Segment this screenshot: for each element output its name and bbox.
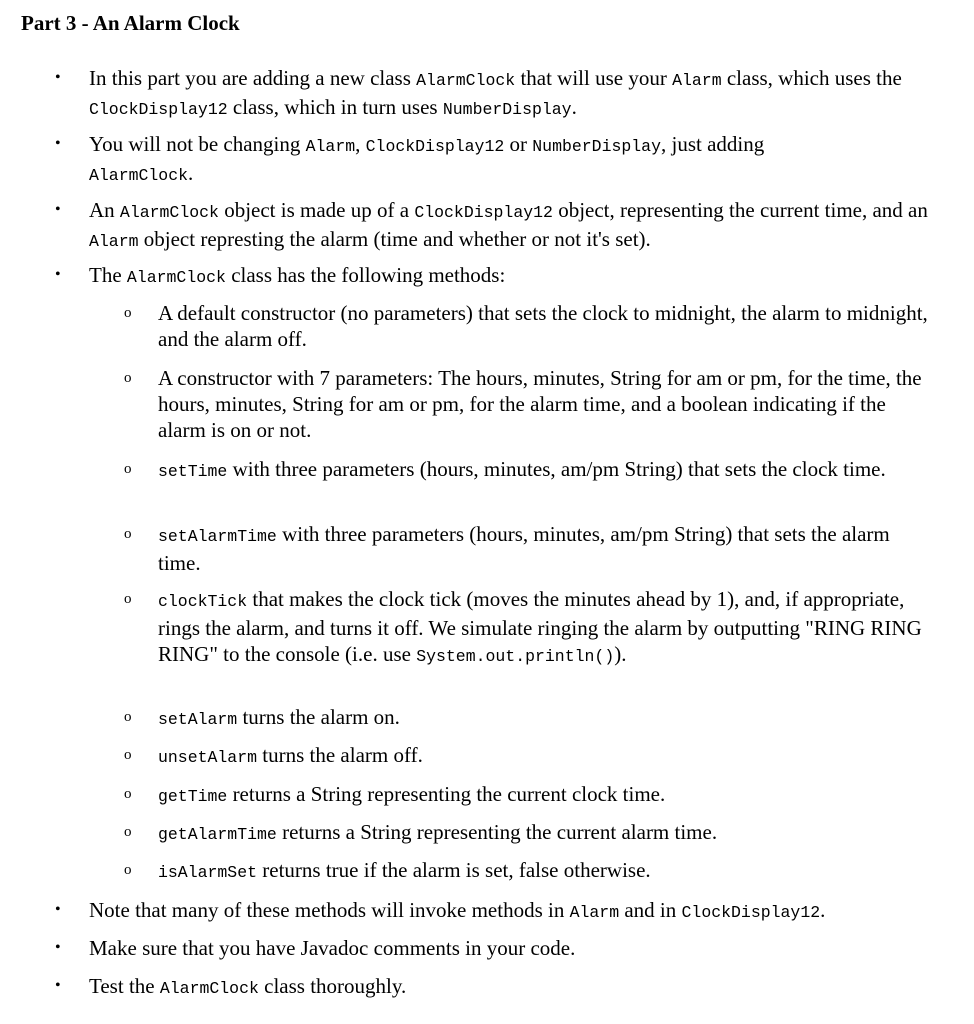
inline-code: AlarmClock — [159, 979, 259, 998]
inline-code: AlarmClock — [119, 203, 219, 222]
method-item-text: clockTick that makes the clock tick (moves the minutes ahead by 1), and, if appropriate, rings the alarm, and turns it off. We simulate ringing the alarm by outputting "RING RING RING" to the console (i.e. use System.out.println()). — [158, 587, 922, 666]
bullet-icon: • — [55, 69, 61, 86]
method-item-text: A constructor with 7 parameters: The hours, minutes, String for am or pm, for the time, the hours, minutes, String for am or pm, for the alarm time, and a boolean indicating if the alarm is on or not. — [158, 366, 922, 442]
method-item — [158, 781, 928, 810]
bullet-icon: • — [55, 939, 61, 956]
method-item-text: unsetAlarm turns the alarm off. — [158, 743, 423, 767]
sub-bullet-icon: o — [124, 747, 132, 763]
sub-bullet-icon: o — [124, 591, 132, 607]
method-item — [158, 742, 928, 771]
inline-code: isAlarmSet — [158, 863, 258, 882]
sub-bullet-icon: o — [124, 862, 132, 878]
inline-code: clockTick — [158, 592, 248, 611]
method-item-text: setTime with three parameters (hours, minutes, am/pm String) that sets the clock time. — [158, 457, 886, 481]
method-item-text: A default constructor (no parameters) that sets the clock to midnight, the alarm to midnight, and the alarm off. — [158, 301, 928, 351]
sub-bullet-icon: o — [124, 709, 132, 725]
method-item — [158, 456, 928, 485]
inline-code: NumberDisplay — [442, 100, 572, 119]
inline-code: AlarmClock — [89, 166, 189, 185]
bullet-icon: • — [55, 901, 61, 918]
list-item-text: An AlarmClock object is made up of a ClockDisplay12 object, representing the current time, and an Alarm object represting the alarm (time and whether or not it's set). — [89, 198, 928, 251]
inline-code: Alarm — [305, 137, 356, 156]
bullet-icon: • — [55, 266, 61, 283]
list-item-text: Test the AlarmClock class thoroughly. — [89, 974, 407, 998]
inline-code: Alarm — [89, 232, 139, 251]
sub-bullet-icon: o — [124, 786, 132, 802]
inline-code: AlarmClock — [416, 71, 516, 90]
sub-bullet-icon: o — [124, 305, 132, 321]
bullet-icon: • — [55, 201, 61, 218]
sub-bullet-icon: o — [124, 461, 132, 477]
sub-bullet-icon: o — [124, 370, 132, 386]
method-item — [158, 819, 928, 848]
method-item — [158, 857, 928, 886]
list-item — [89, 131, 869, 189]
list-item-text: Make sure that you have Javadoc comments in your code. — [89, 936, 576, 960]
method-item — [158, 704, 928, 733]
inline-code: Alarm — [569, 903, 620, 922]
list-item-text: The AlarmClock class has the following methods: — [89, 263, 506, 287]
method-item — [158, 300, 928, 352]
inline-code: setAlarm — [158, 710, 238, 729]
inline-code: ClockDisplay12 — [365, 137, 505, 156]
list-item-text: You will not be changing Alarm, ClockDisplay12 or NumberDisplay, just adding AlarmClock. — [89, 132, 765, 185]
inline-code: getAlarmTime — [158, 825, 277, 844]
inline-code: getTime — [158, 787, 228, 806]
inline-code: setAlarmTime — [158, 527, 277, 546]
inline-code: Alarm — [672, 71, 722, 90]
inline-code: NumberDisplay — [532, 137, 661, 156]
bullet-icon: • — [55, 977, 61, 994]
list-item — [89, 65, 929, 123]
sub-bullet-icon: o — [124, 526, 132, 542]
inline-code: ClockDisplay12 — [681, 903, 821, 922]
list-item — [89, 197, 929, 255]
inline-code: AlarmClock — [126, 268, 226, 287]
inline-code: unsetAlarm — [158, 748, 258, 767]
list-item-text: In this part you are adding a new class AlarmClock that will use your Alarm class, which uses the ClockDisplay12 class, which in turn uses NumberDisplay. — [89, 66, 902, 119]
method-item — [158, 586, 928, 670]
method-item-text: getAlarmTime returns a String representing the current alarm time. — [158, 820, 718, 844]
method-item-text: setAlarmTime with three parameters (hours, minutes, am/pm String) that sets the alarm time. — [158, 522, 890, 575]
list-item — [89, 935, 929, 961]
inline-code: ClockDisplay12 — [414, 203, 553, 222]
method-item — [158, 365, 928, 443]
list-item — [89, 262, 929, 291]
inline-code: ClockDisplay12 — [89, 100, 228, 119]
list-item — [89, 897, 929, 926]
inline-code: setTime — [158, 462, 228, 481]
method-item-text: isAlarmSet returns true if the alarm is set, false otherwise. — [158, 858, 651, 882]
list-item-text: Note that many of these methods will invoke methods in Alarm and in ClockDisplay12. — [89, 898, 826, 922]
method-item — [158, 521, 928, 576]
method-item-text: getTime returns a String representing the current clock time. — [158, 782, 666, 806]
bullet-icon: • — [55, 135, 61, 152]
inline-code: System.out.println() — [416, 647, 615, 666]
page-title: Part 3 - An Alarm Clock — [21, 11, 240, 35]
sub-bullet-icon: o — [124, 824, 132, 840]
method-item-text: setAlarm turns the alarm on. — [158, 705, 400, 729]
list-item — [89, 973, 929, 1002]
